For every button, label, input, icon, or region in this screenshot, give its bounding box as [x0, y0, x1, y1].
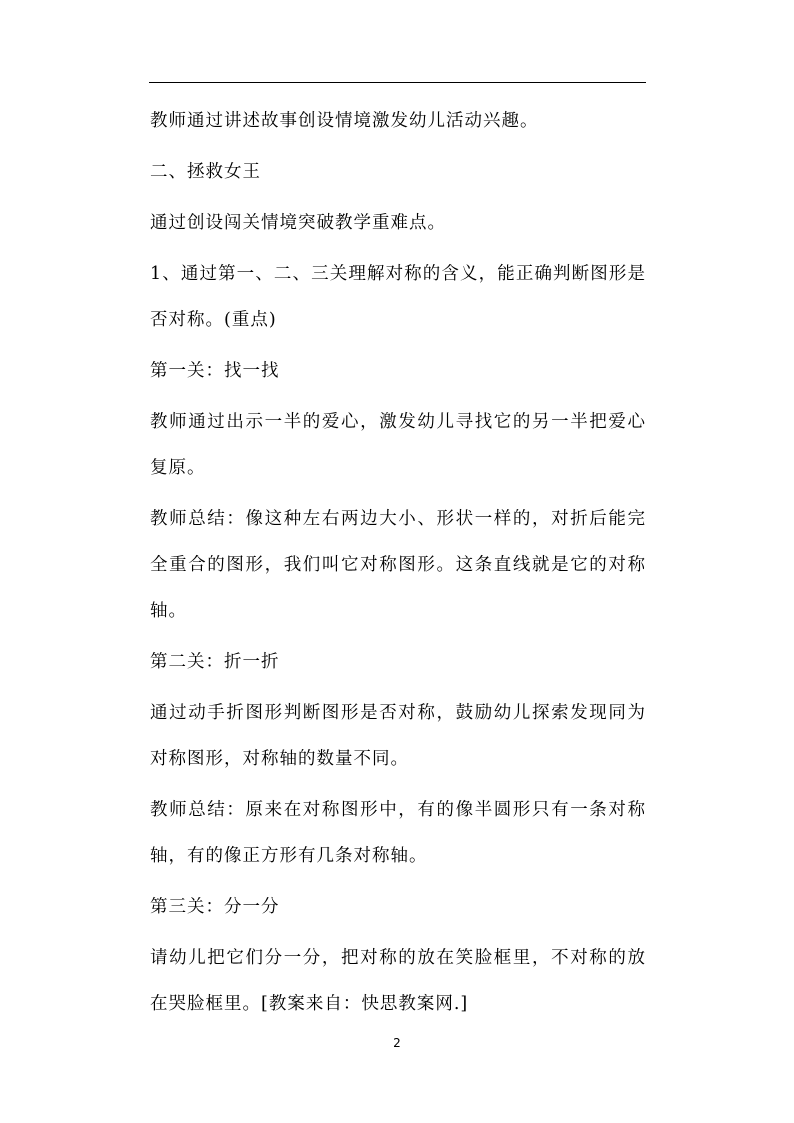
level-one-heading: 第一关：找一找	[150, 361, 280, 381]
paragraph-level-one: 教师通过出示一半的爱心，激发幼儿寻找它的另一半把爱心复原。	[150, 412, 646, 478]
header-rule	[149, 82, 646, 83]
paragraph-summary-two: 教师总结：原来在对称图形中，有的像半圆形只有一条对称轴，有的像正方形有几条对称轴。	[150, 800, 646, 866]
level-two-heading: 第二关：折一折	[150, 652, 280, 672]
paragraph-summary-one: 教师总结：像这种左右两边大小、形状一样的，对折后能完全重合的图形，我们叫它对称图形。这条直线就是它的对称轴。	[150, 509, 646, 621]
section-heading-rescue-queen: 二、拯救女王	[150, 162, 261, 182]
paragraph-symmetry-goal: 1、通过第一、二、三关理解对称的含义，能正确判断图形是否对称。(重点)	[150, 264, 646, 330]
page-number: 2	[393, 1036, 401, 1050]
paragraph-challenge-scenario: 通过创设闯关情境突破教学重难点。	[150, 213, 446, 233]
level-three-heading: 第三关：分一分	[150, 897, 280, 917]
paragraph-story-intro: 教师通过讲述故事创设情境激发幼儿活动兴趣。	[150, 111, 539, 131]
paragraph-level-three: 请幼儿把它们分一分，把对称的放在笑脸框里，不对称的放在哭脸框里。[教案来自：快思教案网.]	[150, 948, 646, 1014]
document-body	[150, 98, 646, 1027]
paragraph-level-two: 通过动手折图形判断图形是否对称，鼓励幼儿探索发现同为对称图形，对称轴的数量不同。	[150, 703, 646, 769]
